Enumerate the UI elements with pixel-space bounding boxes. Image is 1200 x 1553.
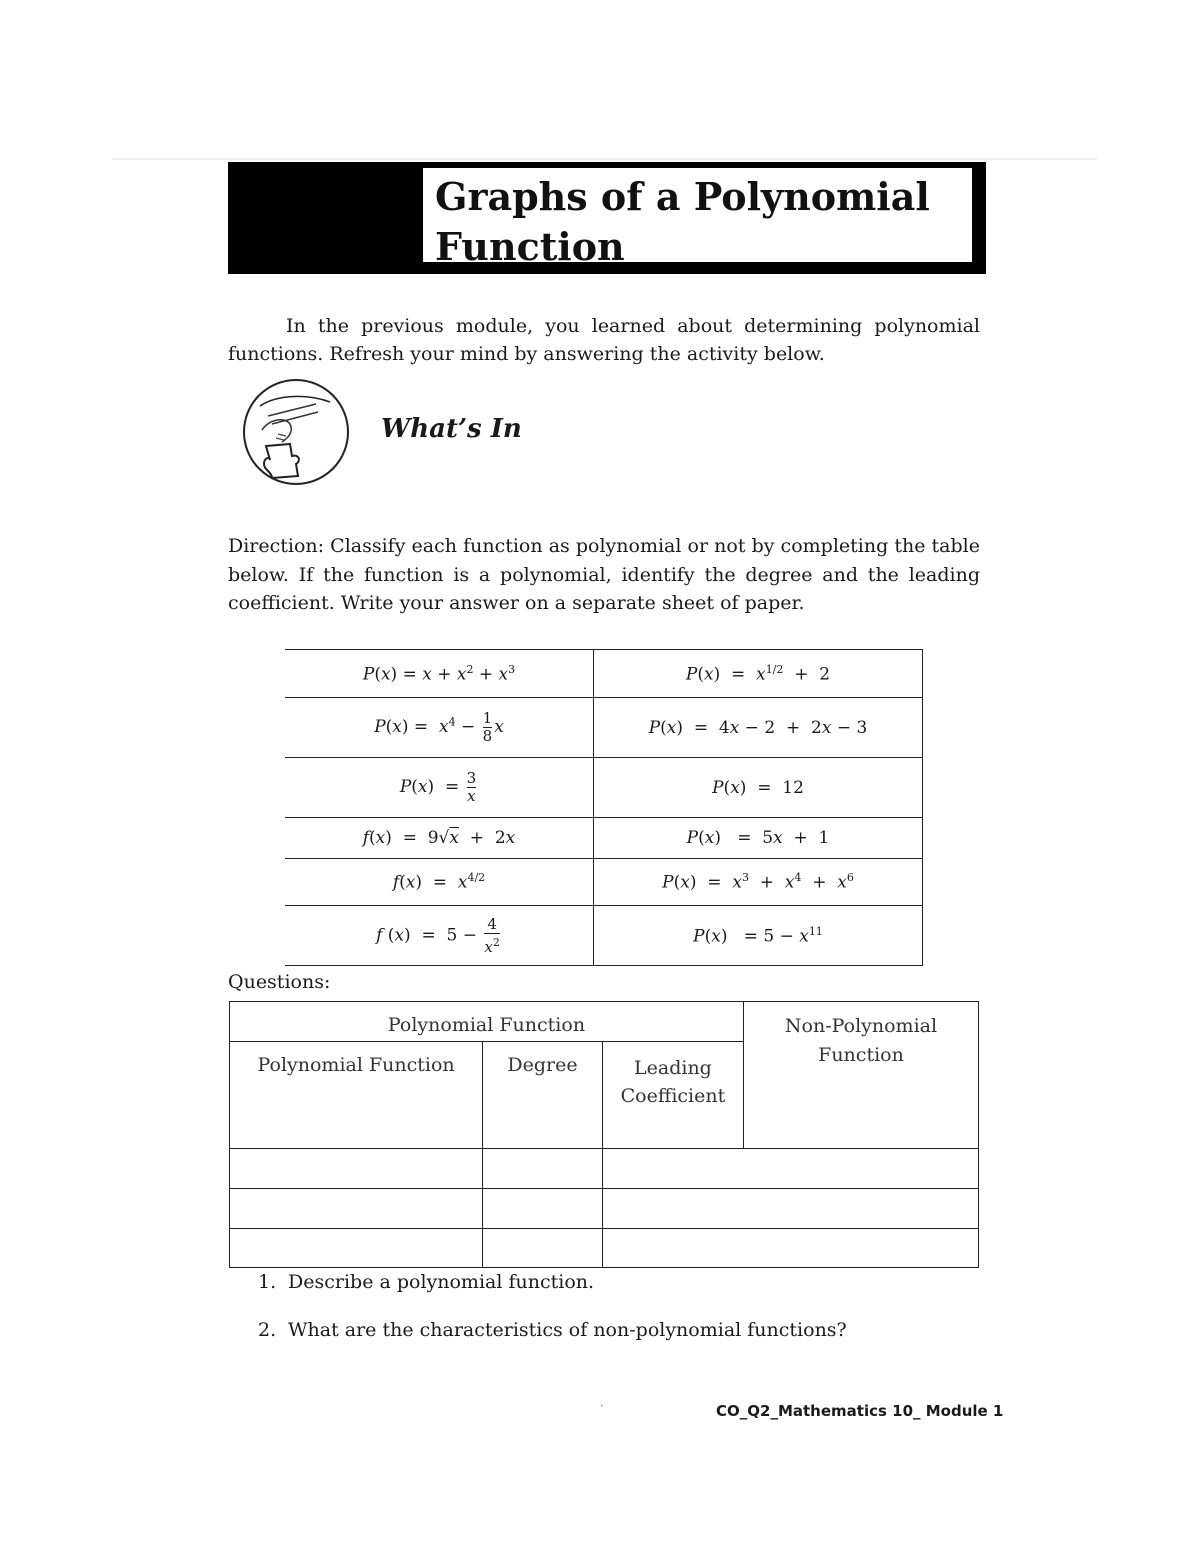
question-number: 2.	[258, 1319, 277, 1341]
table-row	[285, 906, 923, 966]
table-row	[285, 859, 923, 906]
page-title-line2: Function	[435, 224, 625, 269]
list-item	[258, 1269, 847, 1295]
functions-table	[285, 649, 923, 966]
table-row	[230, 1189, 979, 1229]
non-polynomial-header: Non-Polynomial Function	[784, 1015, 938, 1066]
questions-label: Questions:	[228, 971, 331, 993]
page-title-line1: Graphs of a Polynomial	[435, 174, 930, 219]
table-row	[285, 698, 923, 758]
group-header: Polynomial Function	[387, 1013, 586, 1036]
function-cell: $f(x) = x^{4/2}$	[285, 859, 594, 906]
leading-coefficient-header: Leading Coefficient	[620, 1057, 726, 1107]
page-footer: CO_Q2_Mathematics 10_ Module 1	[716, 1402, 1004, 1420]
answer-cell	[230, 1189, 483, 1229]
non-polynomial-header-cell	[743, 1002, 978, 1149]
polynomial-function-header: Polynomial Function	[257, 1054, 455, 1076]
answer-cell	[602, 1189, 978, 1229]
function-cell: f(x) = 9√x + 2x	[285, 818, 594, 859]
answer-cell	[230, 1149, 483, 1189]
table-row	[285, 650, 923, 698]
intro-paragraph	[228, 312, 980, 368]
table-row	[230, 1149, 979, 1189]
answer-cell	[483, 1229, 603, 1268]
section-heading: What’s In	[381, 414, 522, 444]
function-cell: f (x) = 5 − $\frac{4}{x^2}$	[285, 906, 594, 966]
table-row	[285, 818, 923, 859]
page-top-rule	[112, 158, 1097, 160]
list-item	[258, 1317, 847, 1343]
question-number: 1.	[258, 1271, 277, 1293]
header-cell	[230, 1042, 483, 1149]
function-cell: $P(x) = 5 - x^{11}$	[594, 906, 923, 966]
table-row	[230, 1002, 979, 1042]
function-cell: P(x) = $\frac{3}{x}$	[285, 758, 594, 818]
page-number: ·	[600, 1399, 604, 1413]
question-text: What are the characteristics of non-polynomial functions?	[288, 1319, 847, 1341]
answer-cell	[230, 1229, 483, 1268]
questions-list	[258, 1269, 847, 1365]
answer-table	[229, 1001, 979, 1268]
table-row	[285, 758, 923, 818]
header-cell	[483, 1042, 603, 1149]
function-cell: P(x) = 4x − 2 + 2x − 3	[594, 698, 923, 758]
function-cell: $P(x) = x^3 + x^4 + x^6$	[594, 859, 923, 906]
function-cell: P(x) = 12	[594, 758, 923, 818]
header-cell	[602, 1042, 743, 1149]
function-cell: P(x) = 5x + 1	[594, 818, 923, 859]
answer-cell	[602, 1229, 978, 1268]
intro-text: In the previous module, you learned about determining polynomial functions. Refresh your mind by answering the activity below.	[228, 315, 980, 365]
answer-cell	[483, 1149, 603, 1189]
degree-header: Degree	[507, 1054, 578, 1076]
puzzle-hand-icon	[238, 376, 356, 492]
answer-cell	[483, 1189, 603, 1229]
group-header-cell	[230, 1002, 744, 1042]
function-cell: $P(x) = x + x^2 + x^3$	[285, 650, 594, 698]
function-cell: $P(x) = x^{1/2} + 2$	[594, 650, 923, 698]
question-text: Describe a polynomial function.	[288, 1271, 595, 1293]
title-box	[421, 166, 974, 269]
function-cell: $P(x) = x^4$ − $\frac{1}{8}$ x	[285, 698, 594, 758]
answer-cell	[602, 1149, 978, 1189]
direction-paragraph: Direction: Classify each function as polynomial or not by completing the table below. If the function is a polynomial, identify the degree and the leading coefficient. Write your answer on a separate sheet of paper.	[228, 535, 980, 614]
table-row	[230, 1229, 979, 1268]
